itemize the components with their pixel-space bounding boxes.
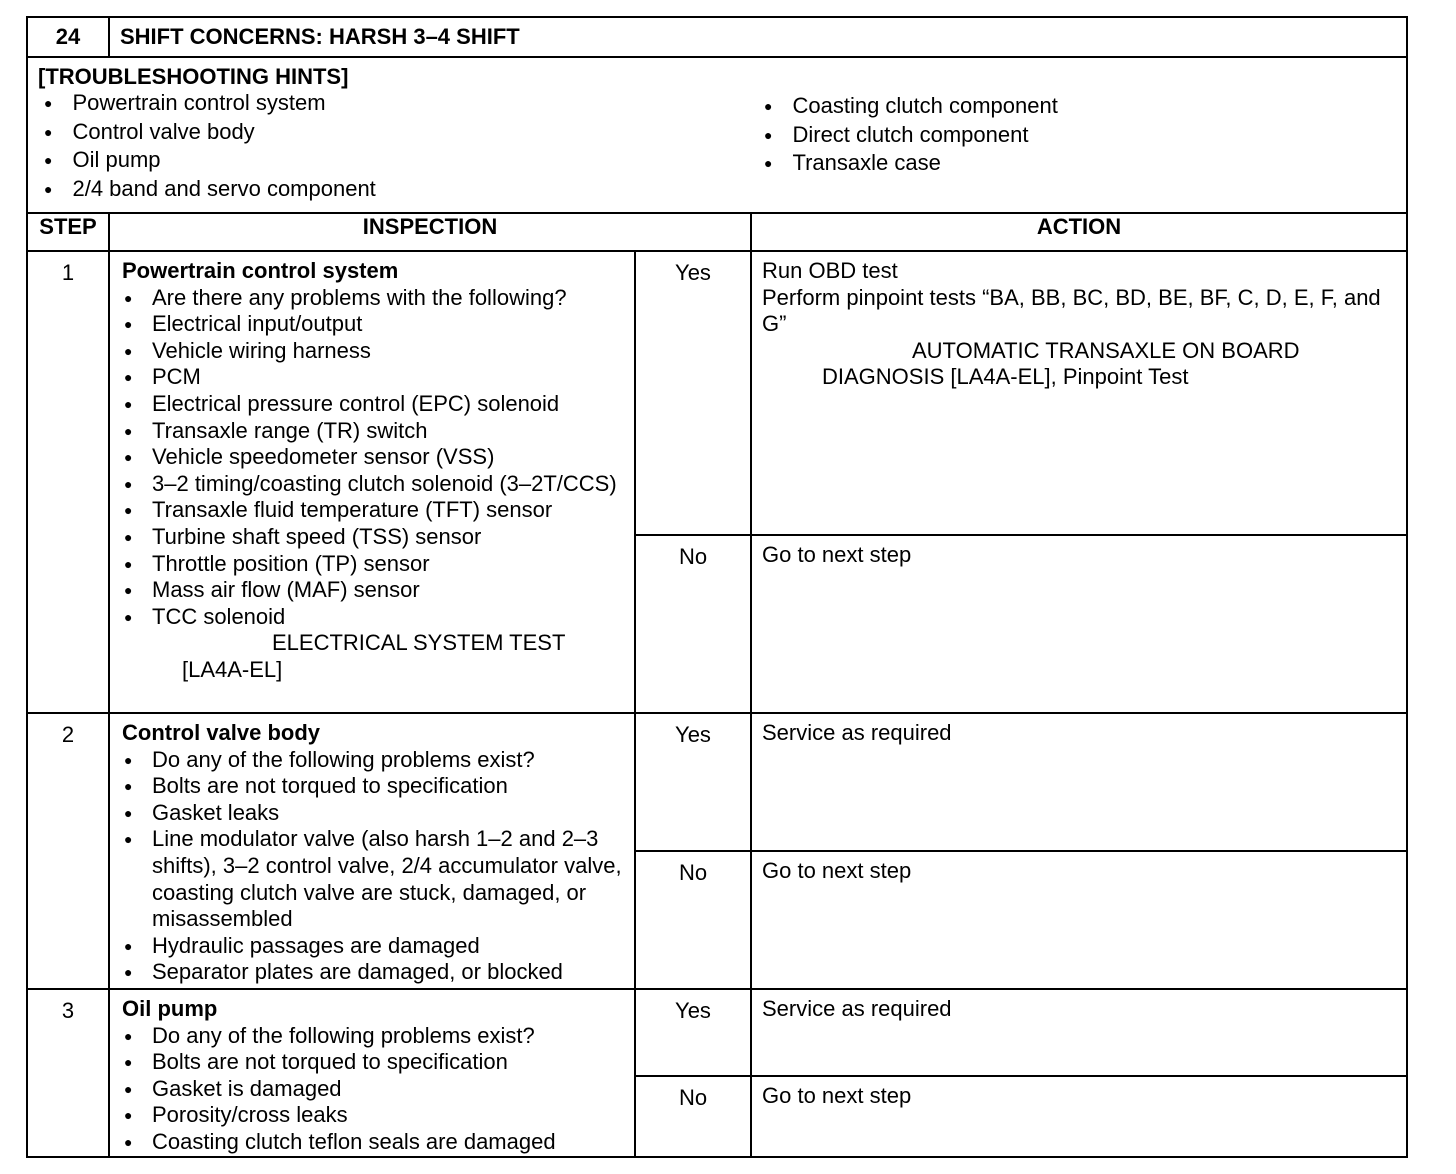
header-row <box>27 17 1407 57</box>
concern-number: 24 <box>27 17 109 57</box>
step-2-yes-row <box>27 713 1407 851</box>
inspection-item: ● 3–2 timing/coasting clutch solenoid (3–2T/CCS) <box>122 471 626 498</box>
inspection-item: ● PCM <box>122 364 626 391</box>
inspection-item: ● Line modulator valve (also harsh 1–2 and 2–3 shifts), 3–2 control valve, 2/4 accumulator valve, coasting clutch valve are stuck, damaged, or misassembled <box>122 826 626 932</box>
step-inspection <box>109 989 635 1157</box>
hint-item: ● Oil pump <box>44 147 764 176</box>
column-header-inspection: INSPECTION <box>109 213 751 251</box>
hints-row <box>27 57 1407 213</box>
inspection-list <box>122 285 626 631</box>
inspection-item: ● Do any of the following problems exist? <box>122 747 626 774</box>
inspection-title: Powertrain control system <box>122 258 399 283</box>
yes-label: Yes <box>635 251 751 535</box>
reference-text: AUTOMATIC TRANSAXLE ON BOARD <box>912 337 1300 363</box>
hints-list-left <box>38 90 764 204</box>
hints-list-right <box>764 90 1058 204</box>
step-inspection <box>109 713 635 989</box>
inspection-list <box>122 747 626 986</box>
step-number: 2 <box>27 713 109 989</box>
inspection-item: ● Gasket is damaged <box>122 1076 626 1103</box>
no-label: No <box>635 1076 751 1157</box>
inspection-item: ● Electrical pressure control (EPC) solenoid <box>122 391 626 418</box>
yes-label: Yes <box>635 989 751 1076</box>
inspection-item: ● Vehicle speedometer sensor (VSS) <box>122 444 626 471</box>
inspection-title: Control valve body <box>122 720 321 745</box>
inspection-item: ● Bolts are not torqued to specification <box>122 773 626 800</box>
no-action: Go to next step <box>751 1076 1407 1157</box>
hint-item: ● Transaxle case <box>764 150 1058 179</box>
reference-text: ELECTRICAL SYSTEM TEST <box>272 630 566 656</box>
inspection-item: ● Throttle position (TP) sensor <box>122 551 626 578</box>
column-header-action: ACTION <box>751 213 1407 251</box>
yes-label: Yes <box>635 713 751 851</box>
inspection-item: ● Transaxle fluid temperature (TFT) sensor <box>122 497 626 524</box>
hint-item: ● Control valve body <box>44 119 764 148</box>
no-label: No <box>635 851 751 989</box>
concern-title: SHIFT CONCERNS: HARSH 3–4 SHIFT <box>109 17 1407 57</box>
hint-item: ● Direct clutch component <box>764 122 1058 151</box>
step-1-yes-row <box>27 251 1407 535</box>
inspection-item: ● Vehicle wiring harness <box>122 338 626 365</box>
inspection-item: ● Transaxle range (TR) switch <box>122 418 626 445</box>
inspection-item: ● Are there any problems with the following? <box>122 285 626 312</box>
no-label: No <box>635 535 751 713</box>
inspection-item: ● Porosity/cross leaks <box>122 1102 626 1129</box>
yes-action: Service as required <box>751 713 1407 851</box>
troubleshooting-table <box>26 16 1408 1158</box>
action-text: Run OBD test <box>762 258 898 283</box>
inspection-item: ● Electrical input/output <box>122 311 626 338</box>
hint-item: ● Coasting clutch component <box>764 93 1058 122</box>
inspection-item: ● Gasket leaks <box>122 800 626 827</box>
inspection-item: ● Separator plates are damaged, or blocked <box>122 959 626 986</box>
column-header-step: STEP <box>27 213 109 251</box>
step-number: 3 <box>27 989 109 1157</box>
hints-title: [TROUBLESHOOTING HINTS] <box>38 64 349 89</box>
inspection-item: ● Turbine shaft speed (TSS) sensor <box>122 524 626 551</box>
step-number: 1 <box>27 251 109 713</box>
yes-action: Service as required <box>751 989 1407 1076</box>
column-header-row <box>27 213 1407 251</box>
inspection-item: ● Mass air flow (MAF) sensor <box>122 577 626 604</box>
hint-item: ● 2/4 band and servo component <box>44 176 764 205</box>
inspection-item: ● Bolts are not torqued to specification <box>122 1049 626 1076</box>
inspection-item: ● TCC solenoid <box>122 604 626 631</box>
no-action: Go to next step <box>751 535 1407 713</box>
step-inspection <box>109 251 635 713</box>
action-text: Perform pinpoint tests “BA, BB, BC, BD, BE, BF, C, D, E, F, and G” <box>762 284 1381 337</box>
inspection-title: Oil pump <box>122 996 218 1021</box>
inspection-item: ● Hydraulic passages are damaged <box>122 933 626 960</box>
troubleshooting-sheet <box>26 16 1406 1154</box>
reference-text: DIAGNOSIS [LA4A-EL], Pinpoint Test <box>822 364 1189 390</box>
inspection-list <box>122 1023 626 1156</box>
troubleshooting-hints <box>27 57 1407 213</box>
step-3-yes-row <box>27 989 1407 1076</box>
inspection-item: ● Do any of the following problems exist? <box>122 1023 626 1050</box>
inspection-item: ● Coasting clutch teflon seals are damaged <box>122 1129 626 1156</box>
yes-action <box>751 251 1407 535</box>
no-action: Go to next step <box>751 851 1407 989</box>
reference-text: [LA4A-EL] <box>182 656 283 682</box>
hint-item: ● Powertrain control system <box>44 90 764 119</box>
